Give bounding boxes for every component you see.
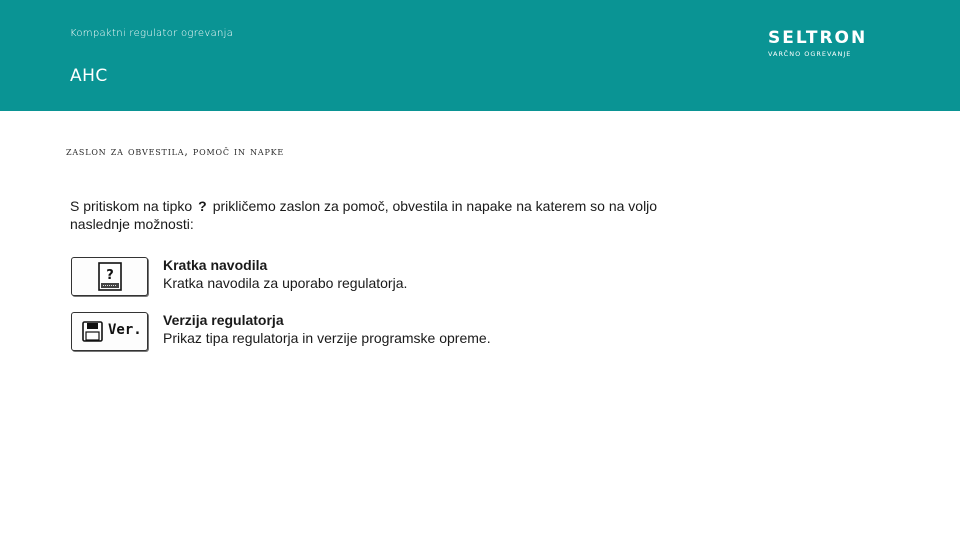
help-key-label: ? [198,198,207,214]
option-description: Kratka navodila za uporabo regulatorja. [163,275,408,291]
logo-tagline: VARČNO OGREVANJE [768,50,852,58]
header-bar [0,0,960,111]
intro-text [70,197,670,233]
option-description: Prikaz tipa regulatorja in verzije programske opreme. [163,330,491,346]
option-short-manual [71,257,671,299]
version-icon-label: Ver. [108,322,142,338]
section-title: zaslon za obvestila, pomoč in napke [66,145,285,158]
svg-text:?: ? [106,268,114,283]
option-title: Verzija regulatorja [163,312,284,328]
floppy-disk-icon [71,312,148,351]
logo-name: SELTRON [768,28,868,48]
option-title: Kratka navodila [163,257,268,273]
intro-text-before: S pritiskom na tipko [70,198,193,214]
seltron-logo [768,30,894,60]
page-title: AHC [70,66,108,86]
header-subtitle: Kompaktni regulator ogrevanja [70,28,234,39]
help-manual-icon [71,257,148,296]
option-controller-version [71,312,671,354]
intro-text-after: prikličemo zaslon za pomoč, obvestila in napake na katerem so na voljo naslednje možnosti: [70,198,658,232]
